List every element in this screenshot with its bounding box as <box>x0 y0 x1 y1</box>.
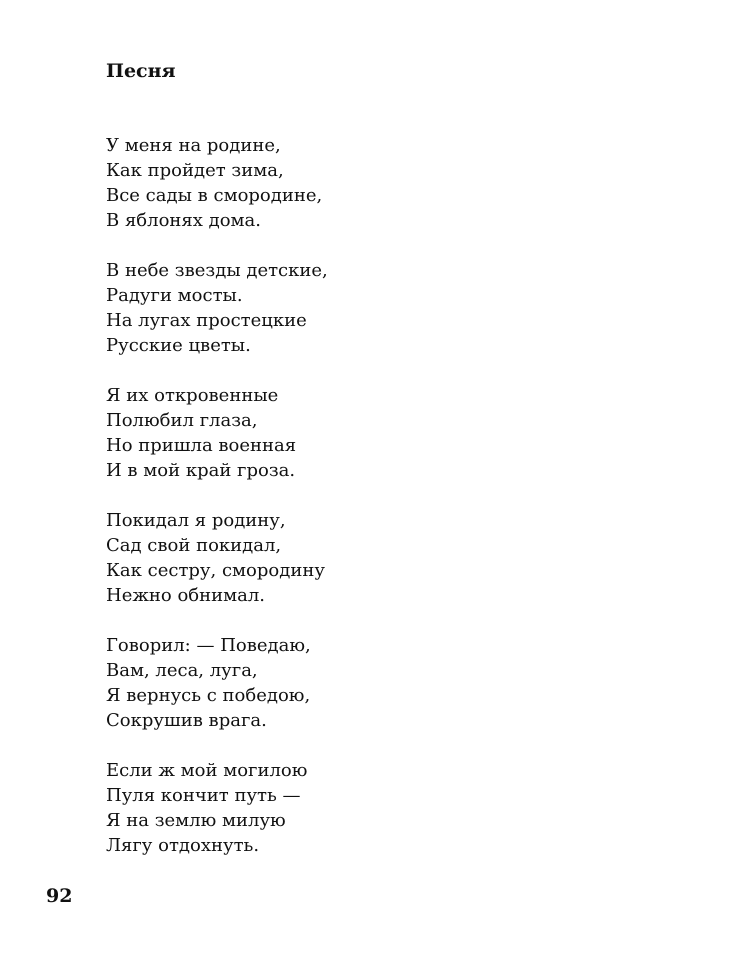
poem-line: Покидал я родину, <box>106 510 286 531</box>
stanza-3 <box>106 383 666 483</box>
poem-line: Русские цветы. <box>106 335 251 356</box>
poem-line: В яблонях дома. <box>106 210 262 231</box>
poem-line: Сокрушив врага. <box>106 710 267 731</box>
poem-line: Сад свой покидал, <box>106 535 282 556</box>
poem-line: И в мой край гроза. <box>106 460 296 481</box>
poem-line: Как сестру, смородину <box>106 560 325 581</box>
poem-line: Вам, леса, луга, <box>106 660 258 681</box>
poem-body <box>106 133 666 883</box>
poem-line: Я их откровенные <box>106 385 279 406</box>
page-number: 92 <box>46 885 73 907</box>
poem-line: Но пришла военная <box>106 435 297 456</box>
poem-line: Я вернусь с победою, <box>106 685 311 706</box>
poem-line: Я на землю милую <box>106 810 286 831</box>
poem-line: В небе звезды детские, <box>106 260 328 281</box>
stanza-5 <box>106 633 666 733</box>
poem-line: Лягу отдохнуть. <box>106 835 260 856</box>
poem-line: Как пройдет зима, <box>106 160 284 181</box>
poem-line: Полюбил глаза, <box>106 410 258 431</box>
poem-line: Все сады в смородине, <box>106 185 323 206</box>
poem-line: У меня на родине, <box>106 135 281 156</box>
stanza-4 <box>106 508 666 608</box>
poem-title: Песня <box>106 60 176 82</box>
stanza-1 <box>106 133 666 233</box>
stanza-2 <box>106 258 666 358</box>
poem-line: Говорил: — Поведаю, <box>106 635 311 656</box>
stanza-6 <box>106 758 666 858</box>
poem-line: Радуги мосты. <box>106 285 243 306</box>
poem-line: Нежно обнимал. <box>106 585 266 606</box>
poem-line: Если ж мой могилою <box>106 760 308 781</box>
poem-line: Пуля кончит путь — <box>106 785 301 806</box>
poem-line: На лугах простецкие <box>106 310 307 331</box>
